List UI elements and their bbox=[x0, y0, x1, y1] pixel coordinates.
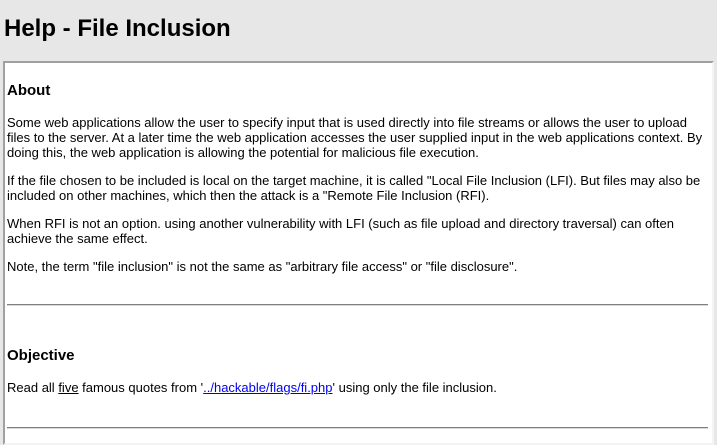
about-paragraph-2: If the file chosen to be included is local on the target machine, it is called "Local File Inclusion (LFI). But files may also be included on other machines, which then the attack is a "Remote File Inclusion (RFI). bbox=[7, 173, 701, 203]
objective-text-after: ' using only the file inclusion. bbox=[332, 380, 497, 395]
help-content-box bbox=[3, 61, 714, 445]
page-title: Help - File Inclusion bbox=[4, 15, 231, 42]
objective-text-before: Read all bbox=[7, 380, 59, 395]
flags-file-link[interactable]: ../hackable/flags/fi.php bbox=[203, 380, 333, 395]
objective-heading: Objective bbox=[7, 347, 75, 364]
objective-text-middle: famous quotes from ' bbox=[78, 380, 204, 395]
about-paragraph-4: Note, the term "file inclusion" is not the same as "arbitrary file access" or "file disclosure". bbox=[7, 259, 518, 274]
objective-emphasis: five bbox=[58, 380, 79, 395]
about-heading: About bbox=[7, 82, 51, 99]
about-paragraph-1: Some web applications allow the user to specify input that is used directly into file streams or allows the user to upload files to the server. At a later time the web application accesses the user supplied input in the web applications context. By doing this, the web application is allowing the potential for malicious file execution. bbox=[7, 115, 703, 160]
objective-paragraph bbox=[7, 380, 708, 395]
section-divider bbox=[7, 304, 708, 306]
bottom-divider bbox=[7, 427, 708, 429]
about-paragraph-3: When RFI is not an option. using another vulnerability with LFI (such as file upload and directory traversal) can often achieve the same effect. bbox=[7, 216, 674, 246]
